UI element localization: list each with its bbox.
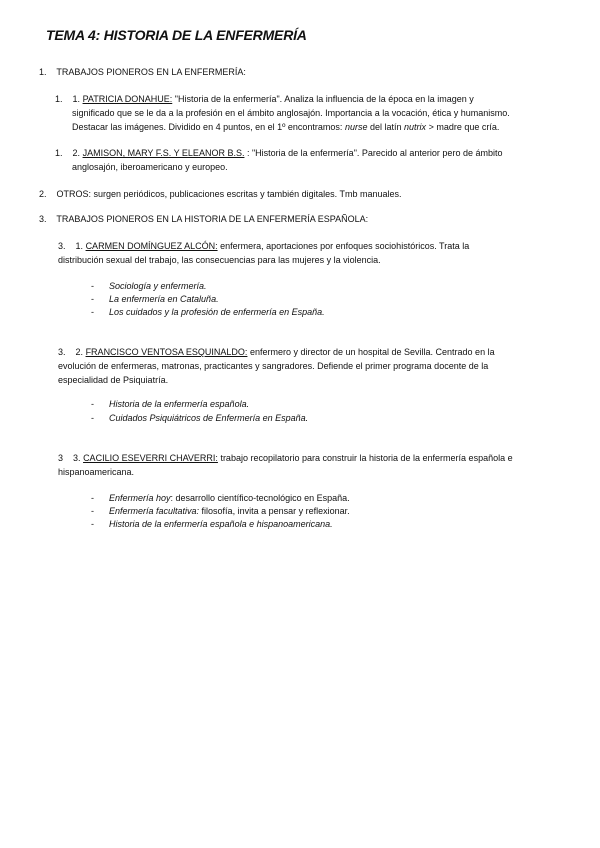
section-number: 1. [39, 67, 47, 77]
author-entry-eseverri [58, 451, 513, 466]
author-description: enfermero y director de un hospital de Sevilla. Centrado en la [247, 347, 495, 357]
bullet-dash: - [91, 519, 94, 529]
item-text-line [72, 120, 499, 135]
item-number: 1. [55, 94, 63, 104]
item-subnumber: 3. [73, 453, 81, 463]
author-name: JAMISON, MARY F.S. Y ELEANOR B.S. [82, 148, 245, 158]
item-text-line: significado que se le da a la profesión en el ámbito anglosajón. Importancia a la vocación, ética y humanismo. [72, 108, 510, 118]
item-subnumber: 1. [72, 94, 81, 104]
bullet-dash: - [91, 493, 94, 503]
section-title: TRABAJOS PIONEROS EN LA ENFERMERÍA: [56, 67, 246, 77]
item-text: "Historia de la enfermería". Analiza la influencia de la época en la imagen y [172, 94, 474, 104]
work-title: Enfermería hoy [109, 493, 171, 503]
item-text: Destacar las imágenes. Dividido en 4 puntos, en el 1º encontramos: [72, 122, 343, 132]
author-name: CACILIO ESEVERRI CHAVERRI: [83, 453, 218, 463]
author-name: CARMEN DOMÍNGUEZ ALCÓN: [85, 241, 218, 251]
latin-term: nurse [344, 122, 368, 132]
bullet-dash: - [91, 307, 94, 317]
author-name: PATRICIA DONAHUE: [82, 94, 173, 104]
section-number: 3. [39, 214, 47, 224]
section-number: 2. [39, 189, 47, 199]
document-title: TEMA 4: HISTORIA DE LA ENFERMERÍA [46, 27, 307, 43]
list-item-jamison [55, 146, 502, 161]
work-title: Enfermería facultativa: [109, 506, 200, 516]
author-description-line: distribución sexual del trabajo, las consecuencias para las mujeres y la violencia. [58, 255, 381, 265]
work-title: Historia de la enfermería española e hispanoamericana. [109, 519, 333, 529]
item-number: 3. [58, 241, 66, 251]
author-description: trabajo recopilatorio para construir la historia de la enfermería española e [217, 453, 513, 463]
section-3-heading [39, 212, 368, 227]
work-title: Los cuidados y la profesión de enfermería en España. [109, 307, 325, 317]
work-title: Historia de la enfermería española. [109, 399, 250, 409]
bullet-dash: - [91, 413, 94, 423]
item-subnumber: 2. [72, 148, 81, 158]
section-1-heading [39, 65, 246, 80]
item-subnumber: 1. [75, 241, 84, 251]
item-text-line: anglosajón, iberoamericano y europeo. [72, 162, 228, 172]
author-entry-dominguez [58, 239, 469, 254]
bullet-dash: - [91, 399, 94, 409]
author-description: enfermera, aportaciones por enfoques sociohistóricos. Trata la [217, 241, 470, 251]
work-title: Cuidados Psiquiátricos de Enfermería en España. [109, 413, 309, 423]
author-name: FRANCISCO VENTOSA ESQUINALDO: [85, 347, 248, 357]
section-title: TRABAJOS PIONEROS EN LA HISTORIA DE LA ENFERMERÍA ESPAÑOLA: [56, 214, 369, 224]
item-text: > madre que cría. [428, 122, 500, 132]
item-number: 3. [58, 347, 66, 357]
bullet-dash: - [91, 506, 94, 516]
bullet-dash: - [91, 294, 94, 304]
item-text: : "Historia de la enfermería". Parecido al anterior pero de ámbito [244, 148, 503, 158]
latin-term: nutrix [404, 122, 427, 132]
author-entry-ventosa [58, 345, 495, 360]
author-description-line: especialidad de Psiquiatría. [58, 375, 169, 385]
author-description-line: hispanoamericana. [58, 467, 135, 477]
item-number: 1. [55, 148, 63, 158]
work-description: : desarrollo científico-tecnológico en España. [170, 493, 350, 503]
bullet-dash: - [91, 281, 94, 291]
work-title: Sociología y enfermería. [109, 281, 207, 291]
work-title: La enfermería en Cataluña. [109, 294, 219, 304]
section-2-heading [39, 187, 402, 202]
section-title: OTROS: surgen periódicos, publicaciones escritas y también digitales. Tmb manuales. [56, 189, 402, 199]
item-text: del latín [369, 122, 402, 132]
author-description-line: evolución de enfermeras, matronas, practicantes y sangradores. Defiende el primer programa docente de la [58, 361, 489, 371]
list-item-donahue [55, 92, 565, 107]
item-number: 3 [58, 453, 64, 463]
item-subnumber: 2. [75, 347, 84, 357]
work-description: filosofía, invita a pensar y reflexionar. [199, 506, 350, 516]
